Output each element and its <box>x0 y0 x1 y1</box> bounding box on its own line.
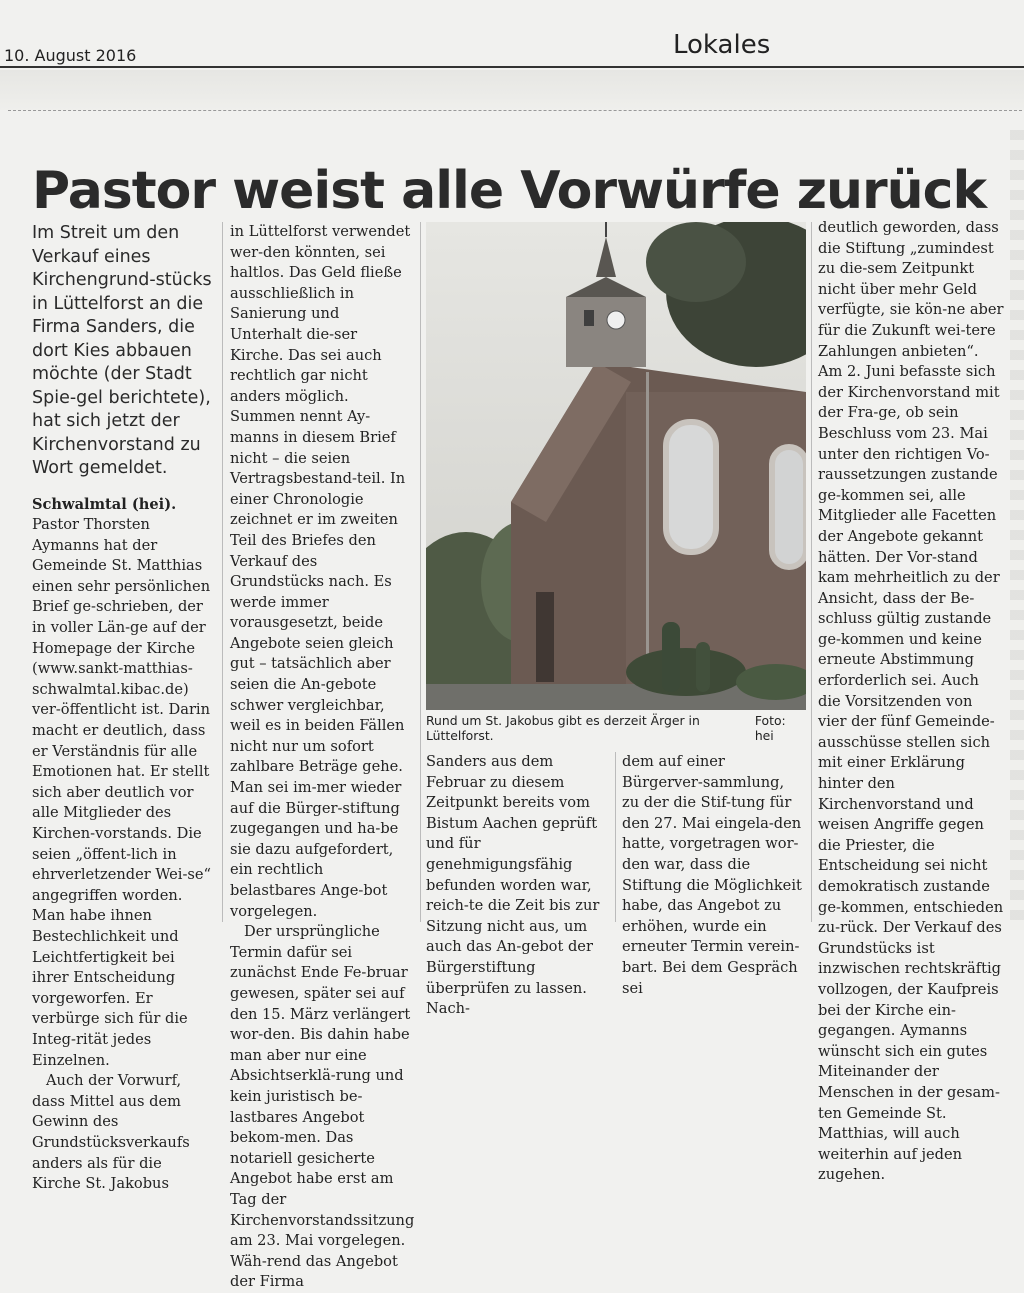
column-3 <box>426 752 609 1020</box>
issue-date: 10. August 2016 <box>4 46 137 65</box>
right-margin-bleed <box>1010 130 1024 930</box>
body-paragraph: dem auf einer Bürgerver-sammlung, zu der die Stif-tung für den 27. Mai eingela-den hatte, vorgetragen wor-den war, dass die Stiftung die Möglichkeit habe, das Angebot zu erhöhen, wurde ein erneuter Termin verein-bart. Bei dem Gespräch sei <box>622 753 802 997</box>
column-1 <box>32 222 214 1195</box>
photo-credit: Foto: hei <box>754 713 786 743</box>
body-paragraph: Sanders aus dem Februar zu diesem Zeitpunkt bereits vom Bistum Aachen geprüft und für genehmigungsfähig befunden worden war, reich-te die Zeit bis zur Sitzung nicht aus, um auch das An-gebot der Bürgerstiftung überprüfen zu lassen. Nach- <box>426 753 600 1018</box>
caption-text: Rund um St. Jakobus gibt es derzeit Ärger in Lüttelforst. <box>426 713 700 743</box>
column-2 <box>230 222 415 1293</box>
column-rule <box>811 222 812 922</box>
church-photo <box>426 222 806 710</box>
header-divider <box>0 66 1024 68</box>
dateline: Schwalmtal (hei). <box>32 495 177 513</box>
body-paragraph: Auch der Vorwurf, dass Mittel aus dem Gewinn des Grundstücksverkaufs anders als für die Kirche St. Jakobus <box>32 1072 190 1193</box>
column-rule <box>615 752 616 922</box>
article-headline: Pastor weist alle Vorwürfe zurück <box>32 160 987 221</box>
body-paragraph: in Lüttelforst verwendet wer-den könnten, sei haltlos. Das Geld fließe ausschließlich in Sanierung und Unterhalt die-ser Kirche. Das sei auch rechtlich gar nicht anders möglich. Summen nennt Ay-manns in diesem Brief nicht – die seien Vertragsbestand-teil. In einer Chronologie zeichnet er im zweiten Teil des Briefes den Verkauf des Grundstücks nach. Es werde immer vorausgesetzt, beide Angebote seien gleich gut – tatsächlich aber seien die An-gebote schwer vergleichbar, weil es in beiden Fällen nicht nur um sofort zahlbare Beträge gehe. Man sei im-mer wieder auf die Bürger-stiftung zugegangen und ha-be sie dazu aufgefordert, ein rechtlich belastbares Ange-bot vorgelegen. <box>230 223 411 920</box>
column-rule <box>420 222 421 922</box>
body-paragraph: Der ursprüngliche Termin dafür sei zunächst Ende Fe-bruar gewesen, später sei auf den 15. März verlängert wor-den. Bis dahin habe man aber nur eine Absichtserklä-rung und kein juristisch be-lastbares Angebot bekom-men. Das notariell gesicherte Angebot habe erst am Tag der Kirchenvorstandssitzung am 23. Mai vorgelegen. Wäh-rend das Angebot der Firma <box>230 923 415 1291</box>
body-paragraph: deutlich geworden, dass die Stiftung „zumindest zu die-sem Zeitpunkt nicht über mehr Geld verfügte, sie kön-ne aber für die Zukunft wei-tere Zahlungen anbieten“. Am 2. Juni befasste sich der Kirchenvorstand mit der Fra-ge, ob sein Beschluss vom 23. Mai unter den richtigen Vo-raussetzungen zustande ge-kommen sei, alle Mitglieder alle Facetten der Angebote gekannt hätten. Der Vor-stand kam mehrheitlich zu der Ansicht, dass der Be-schluss gültig zustande ge-kommen und keine erneute Abstimmung erforderlich sei. Auch die Vorsitzenden von vier der fünf Gemeinde-ausschüsse stellen sich mit einer Erklärung hinter den Kirchenvorstand und weisen Angriffe gegen die Priester, die Entscheidung sei nicht demokratisch zustande ge-kommen, entschieden zu-rück. Der Verkauf des Grundstücks ist inzwischen rechtskräftig vollzogen, der Kaufpreis bei der Kirche ein-gegangen. Aymanns wünscht sich ein gutes Miteinander der Menschen in der gesam-ten Gemeinde St. Matthias, will auch weiterhin auf jeden zugehen. <box>818 219 1004 1184</box>
body-text: Pastor Thorsten Aymanns hat der Gemeinde St. Matthias einen sehr persönlichen Brief ge-schrieben, der in voller Län-ge auf der Homepage der Kirche (www.sankt-matthias-schwalmtal.kibac.de) ver-öffentlicht ist. Darin macht er deutlich, dass er Verständnis für alle Emotionen hat. Er stellt sich aber deutlich vor alle Mitglieder des Kirchen-vorstands. Die seien „öffent-lich in ehrverletzender Wei-se“ angegriffen worden. Man habe ihnen Bestechlichkeit und Leichtfertigkeit bei ihrer Entscheidung vorgeworfen. Er verbürge sich für die Integ-rität jedes Einzelnen. <box>32 516 211 1069</box>
church-photo-image <box>426 222 806 710</box>
column-5 <box>818 218 1004 1186</box>
adjacent-page-bleed <box>0 70 1024 110</box>
body-paragraph <box>32 495 214 1072</box>
section-title: Lokales <box>673 30 771 60</box>
lead-paragraph: Im Streit um den Verkauf eines Kirchengrund-stücks in Lüttelforst an die Firma Sanders, die dort Kies abbauen möchte (der Stadt Spie-gel berichtete), hat sich jetzt der Kirchenvorstand zu Wort gemeldet. <box>32 223 212 478</box>
column-rule <box>222 222 223 922</box>
photo-caption <box>426 713 806 743</box>
column-4 <box>622 752 805 999</box>
